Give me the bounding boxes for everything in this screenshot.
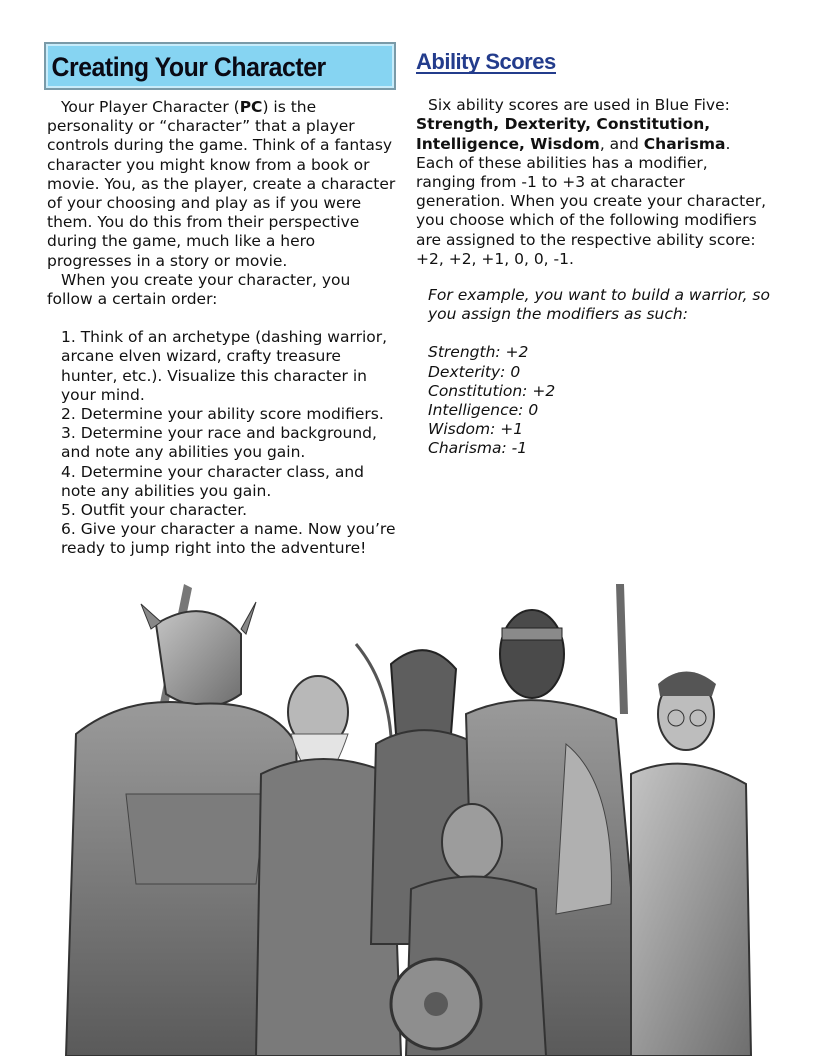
- title-banner: [44, 42, 396, 90]
- stat-item: Intelligence: 0: [428, 401, 539, 420]
- section-heading-ability-scores: Ability Scores: [416, 49, 556, 74]
- stat-item: Strength: +2: [428, 343, 529, 362]
- intro-paragraph: [47, 98, 397, 271]
- intro-text-after: ) is the personality or “character” that a player controls during the game. Think of a fantasy character you might know from a book or movie. You, as the player, create a character of your choosing and play as if you were them. You do this from their perspective during the game, much like a hero progresses in a story or movie.: [47, 98, 396, 270]
- order-intro: When you create your character, you follow a certain order:: [47, 270, 351, 309]
- example-paragraph: For example, you want to build a warrior, so you assign the modifiers as such:: [428, 286, 770, 324]
- right-column: [416, 49, 772, 459]
- step-item: 5. Outfit your character.: [61, 501, 248, 520]
- stat-item: Charisma: -1: [428, 439, 528, 458]
- step-item: 4. Determine your character class, and note any abilities you gain.: [61, 462, 365, 500]
- stat-item: Dexterity: 0: [428, 362, 521, 381]
- left-column: [47, 98, 397, 559]
- ability-modifier-text: . Each of these abilities has a modifier, ranging from -1 to +3 at character generation. When you create your character, you choose which of the following modifiers are assigned to the respective ability score: +2, +2, +1, 0, 0, -1.: [416, 134, 767, 268]
- ability-intro-text: Six ability scores are used in Blue Five:: [428, 96, 730, 115]
- stat-item: Wisdom: +1: [428, 420, 524, 439]
- stat-item: Constitution: +2: [428, 381, 556, 400]
- adventuring-party-illustration: [56, 584, 756, 1056]
- ability-names: Strength, Dexterity, Constitution, Intelligence, Wisdom: [416, 115, 711, 153]
- page-title: Creating Your Character: [51, 52, 326, 82]
- creation-steps-list: [47, 328, 397, 558]
- step-item: 1. Think of an archetype (dashing warrior, arcane elven wizard, crafty treasure hunter, etc.). Visualize this character in your mind.: [61, 328, 388, 404]
- pc-term: PC: [239, 98, 263, 116]
- ability-intro-paragraph: [416, 96, 772, 269]
- ability-name-charisma: Charisma: [643, 134, 726, 153]
- intro-text-before: Your Player Character (: [61, 98, 240, 116]
- ability-and-text: , and: [599, 134, 644, 153]
- example-stats-list: [428, 343, 772, 458]
- step-item: 3. Determine your race and background, and note any abilities you gain.: [61, 424, 377, 462]
- staff-icon: [616, 584, 628, 714]
- elf-figure: [631, 672, 751, 1056]
- step-item: 6. Give your character a name. Now you’re ready to jump right into the adventure!: [61, 520, 396, 558]
- step-item: 2. Determine your ability score modifiers.: [61, 405, 384, 424]
